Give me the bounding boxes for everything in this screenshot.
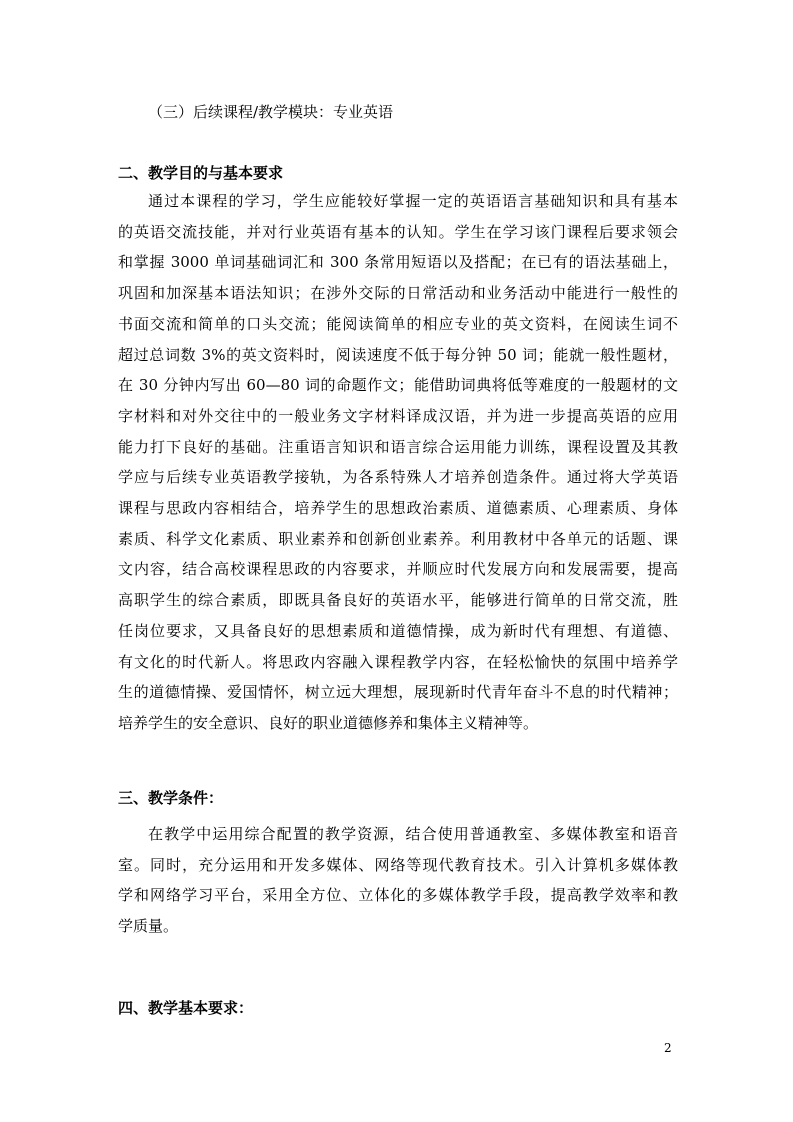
paragraph-line: 学和网络学习平台，采用全方位、立体化的多媒体教学手段，提高教学效率和教 (118, 886, 678, 905)
section-heading-teaching-conditions: 三、教学条件： (118, 789, 224, 807)
paragraph-line: 字材料和对外交往中的一般业务文字材料译成汉语，并为进一步提高英语的应用 (118, 406, 678, 425)
paragraph-line: 在 30 分钟内写出 60—80 词的命题作文；能借助词典将低等难度的一般题材的文 (118, 376, 678, 395)
paragraph-line: 通过本课程的学习，学生应能较好掌握一定的英语语言基础知识和具有基本 (148, 192, 678, 210)
paragraph-line: 和掌握 3000 单词基础词汇和 300 条常用短语以及搭配；在已有的语法基础上， (118, 253, 678, 272)
page-number: 2 (664, 1041, 672, 1055)
paragraph-line: 学质量。 (118, 917, 179, 936)
paragraph-line: 任岗位要求，又具备良好的思想素质和道德情操，成为新时代有理想、有道德、 (118, 621, 678, 640)
paragraph-line: 文内容，结合高校课程思政的内容要求，并顺应时代发展方向和发展需要，提高 (118, 560, 678, 579)
section-heading-basic-requirements: 四、教学基本要求： (118, 999, 254, 1017)
paragraph-teaching-conditions (118, 819, 678, 942)
paragraph-line: 在教学中运用综合配置的教学资源，结合使用普通教室、多媒体教室和语音 (148, 825, 678, 843)
paragraph-teaching-goals (118, 186, 678, 739)
paragraph-line: 书面交流和简单的口头交流；能阅读简单的相应专业的英文资料，在阅读生词不 (118, 314, 678, 333)
paragraph-line: 生的道德情操、爱国情怀，树立远大理想，展现新时代青年奋斗不息的时代精神； (118, 683, 678, 702)
paragraph-line: 巩固和加深基本语法知识；在涉外交际的日常活动和业务活动中能进行一般性的 (118, 284, 678, 303)
paragraph-line: 培养学生的安全意识、良好的职业道德修养和集体主义精神等。 (118, 713, 539, 732)
paragraph-line: 高职学生的综合素质，即既具备良好的英语水平，能够进行简单的日常交流，胜 (118, 591, 678, 610)
paragraph-line: 的英语交流技能，并对行业英语有基本的认知。学生在学习该门课程后要求领会 (118, 222, 678, 241)
paragraph-line: 学应与后续专业英语教学接轨，为各系特殊人才培养创造条件。通过将大学英语 (118, 468, 678, 487)
section-subtitle: （三）后续课程/教学模块：专业英语 (148, 103, 394, 121)
paragraph-line: 室。同时，充分运用和开发多媒体、网络等现代教育技术。引入计算机多媒体教 (118, 855, 678, 874)
paragraph-line: 素质、科学文化素质、职业素养和创新创业素养。利用教材中各单元的话题、课 (118, 529, 678, 548)
paragraph-line: 课程与思政内容相结合，培养学生的思想政治素质、道德素质、心理素质、身体 (118, 499, 678, 518)
paragraph-line: 有文化的时代新人。将思政内容融入课程教学内容，在轻松愉快的氛围中培养学 (118, 652, 678, 671)
paragraph-line: 能力打下良好的基础。注重语言知识和语言综合运用能力训练，课程设置及其教 (118, 437, 678, 456)
section-heading-teaching-goals: 二、教学目的与基本要求 (118, 164, 284, 182)
paragraph-line: 超过总词数 3%的英文资料时，阅读速度不低于每分钟 50 词；能就一般性题材， (118, 345, 678, 364)
